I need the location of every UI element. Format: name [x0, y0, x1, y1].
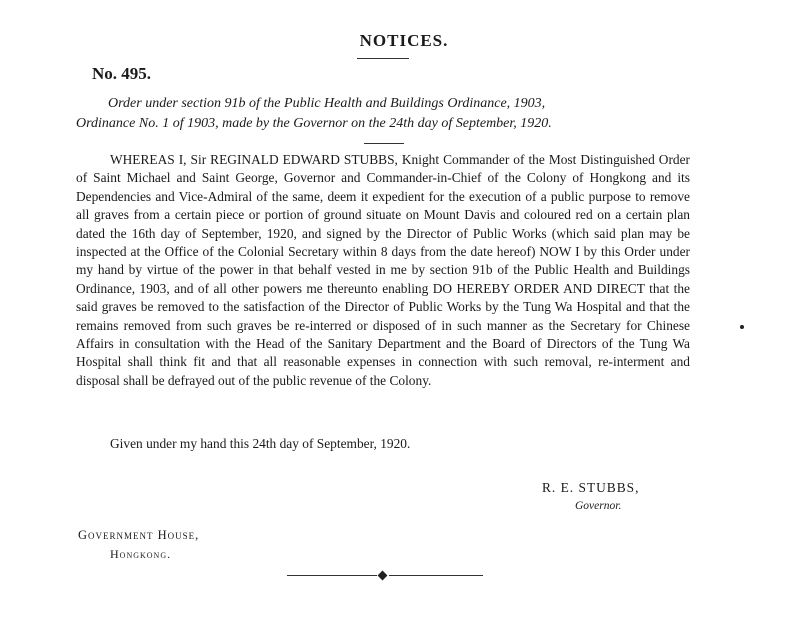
signature-title: Governor.: [575, 500, 622, 512]
end-rule-right-line: [389, 575, 483, 576]
end-ornament-rule: [287, 570, 483, 582]
diamond-ornament-icon: [378, 571, 388, 581]
signature-name: R. E. STUBBS,: [542, 480, 640, 495]
section-heading: NOTICES.: [359, 31, 449, 50]
heading-rule: [357, 58, 409, 59]
notice-body: WHEREAS I, Sir REGINALD EDWARD STUBBS, Knight Commander of the Most Distinguished Order of Saint Michael and Saint George, Governor and Commander-in-Chief of the Colony of Hongkong and its Dependencies and Vice-Admiral of the same, deem it expedient for the execution of a public purpose to remove all graves from a certain piece or portion of ground situate on Mount Davis and coloured red on a certain plan dated the 16th day of September, 1920, and signed by the Director of Public Works (which said plan may be inspected at the Office of the Colonial Secretary within 8 days from the date hereof) NOW I by this Order under my hand by virtue of the power in that behalf vested in me by section 91b of the Public Health and Buildings Ordinance, 1903, and of all other powers me thereunto enabling DO HEREBY ORDER AND DIRECT that the said graves be removed to the satisfaction of the Director of Public Works by the Tung Wa Hospital and that the remains removed from such graves be re-interred or disposed of in such manner as the Secretary for Chinese Affairs in consultation with the Head of the Sanitary Department and the Board of Directors of the Tung Wa Hospital shall think fit and that all reasonable expenses in connection with such removal, re-interment and disposal shall be defrayed out of the public revenue of the Colony.: [76, 152, 690, 388]
notice-number: No. 495.: [92, 64, 152, 83]
order-title: [76, 94, 690, 134]
separator-rule: [364, 143, 404, 144]
place-line-2: Hongkong.: [110, 547, 172, 561]
place-line-1: Government House,: [78, 528, 200, 542]
order-title-line-2: Ordinance No. 1 of 1903, made by the Governor on the 24th day of September, 1920.: [76, 116, 552, 131]
given-line: Given under my hand this 24th day of September, 1920.: [110, 436, 411, 451]
order-title-line-1: Order under section 91b of the Public Health and Buildings Ordinance, 1903,: [108, 96, 546, 111]
end-rule-left-line: [287, 575, 377, 576]
print-speck: [740, 325, 744, 329]
